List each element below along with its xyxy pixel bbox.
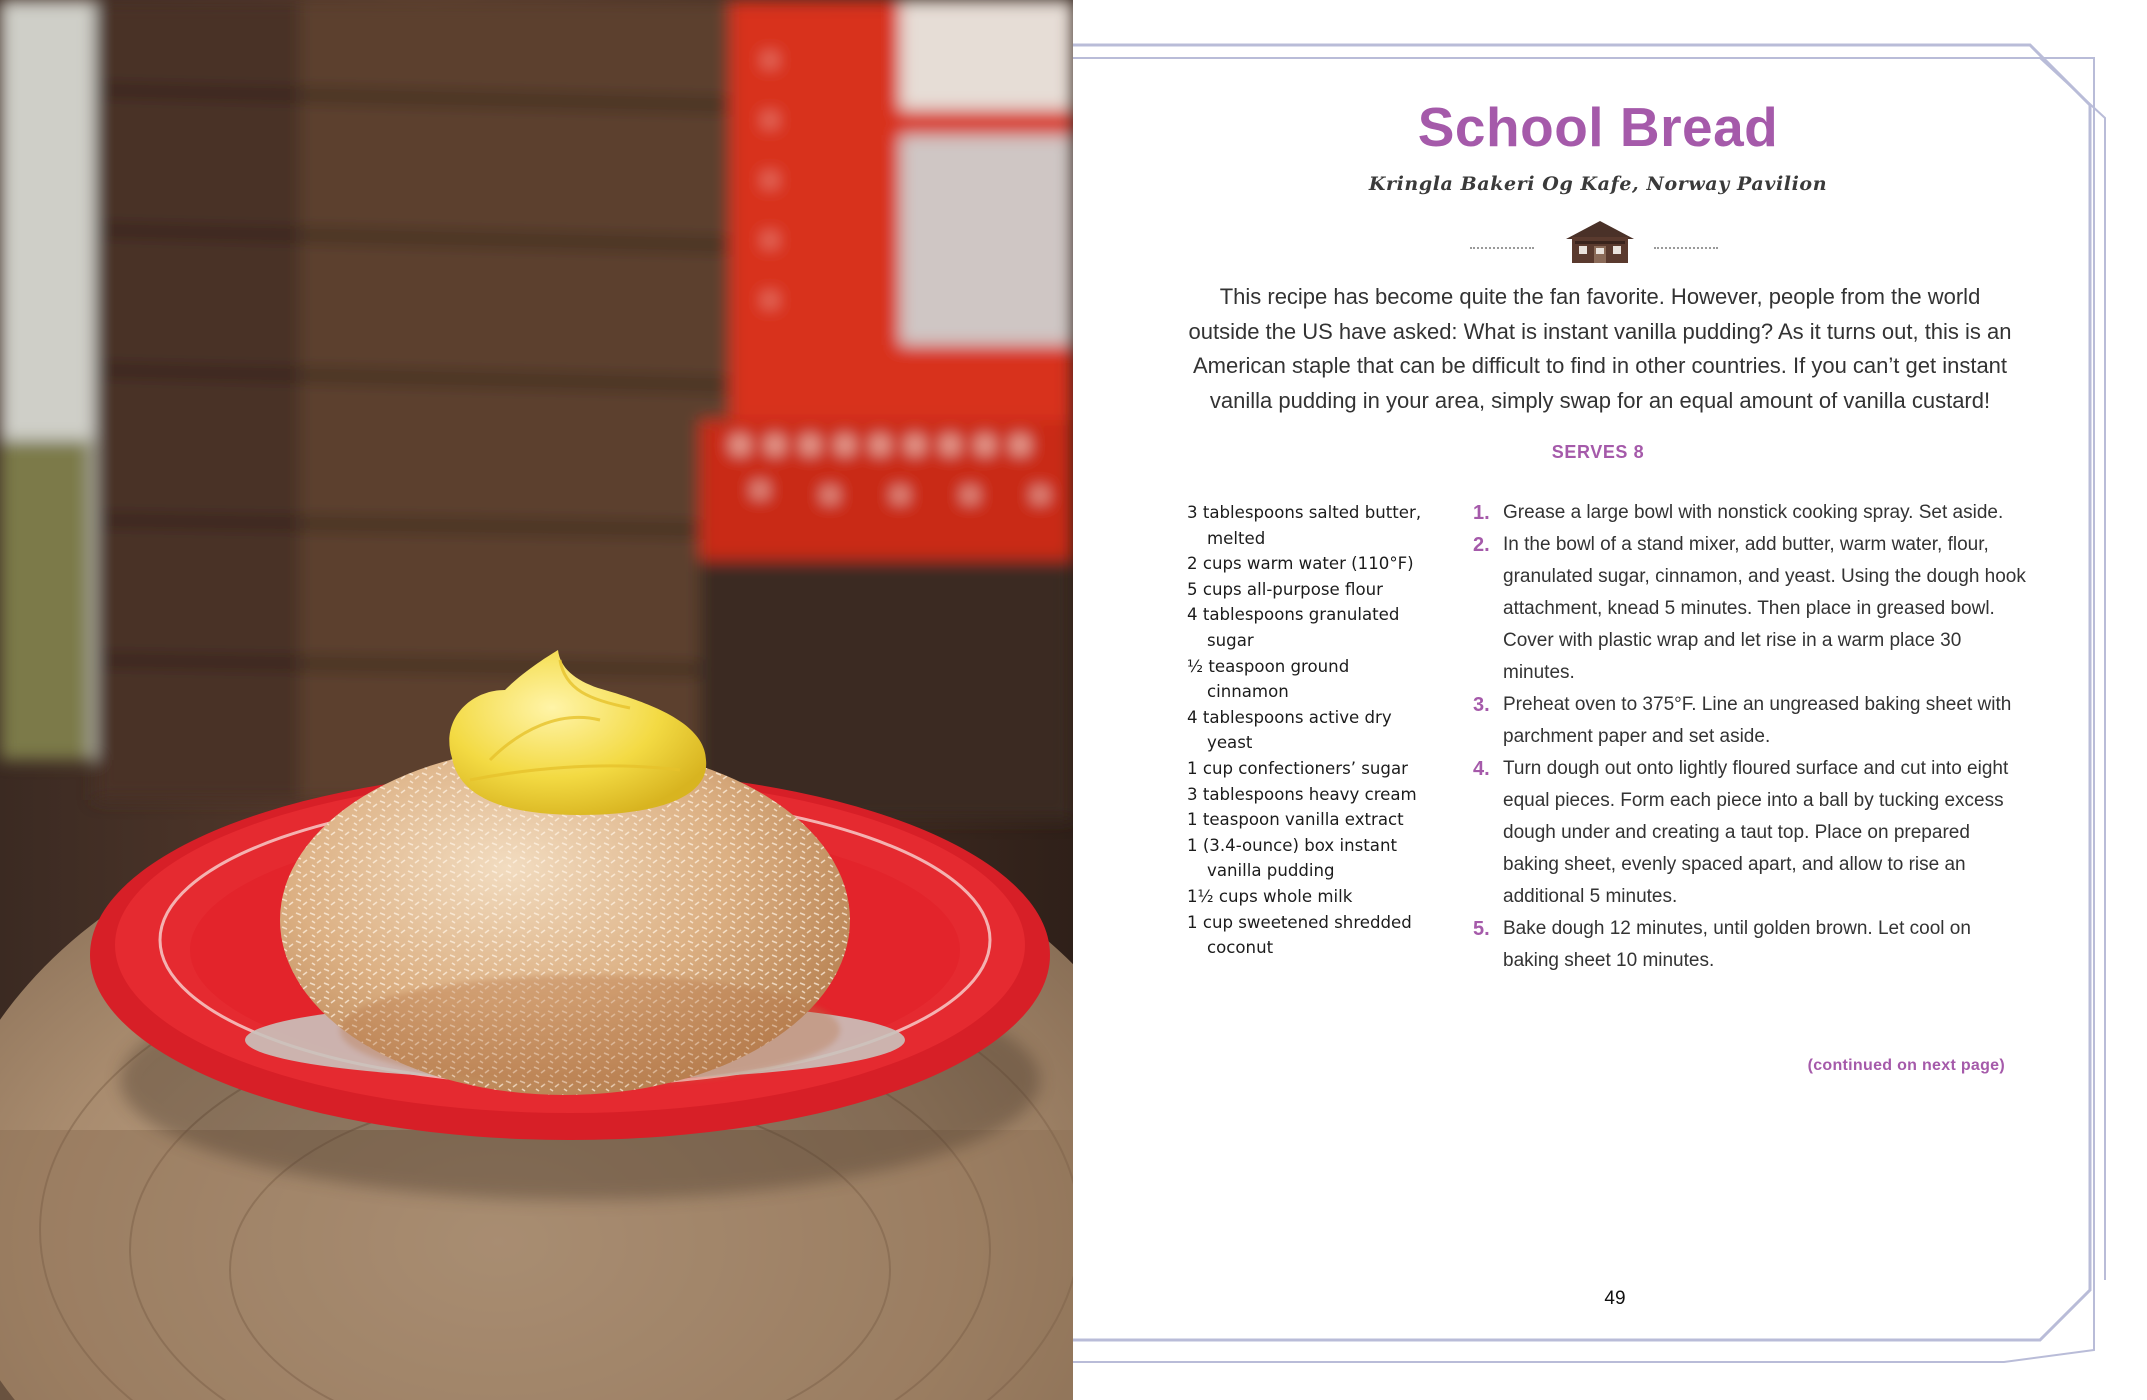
step-item bbox=[1470, 497, 2030, 529]
step-number: 3. bbox=[1473, 694, 1490, 716]
ingredient-item: 1 (3.4-ounce) box instant vanilla pudding bbox=[1187, 835, 1397, 881]
ingredient-item: 1 cup sweetened shredded coconut bbox=[1187, 912, 1412, 958]
step-item bbox=[1470, 753, 2030, 913]
norway-house-icon bbox=[1562, 219, 1638, 265]
continued-note: (continued on next page) bbox=[1807, 1057, 2005, 1074]
step-text: Grease a large bowl with nonstick cooking spray. Set aside. bbox=[1503, 502, 2004, 523]
ingredient-item: 5 cups all-purpose flour bbox=[1187, 579, 1383, 599]
step-number: 5. bbox=[1473, 918, 1490, 940]
divider-dots-right bbox=[1654, 247, 1718, 249]
step-number: 4. bbox=[1473, 758, 1490, 780]
ingredient-item: 3 tablespoons heavy cream bbox=[1187, 784, 1417, 804]
ingredient-item: 4 tablespoons active dry yeast bbox=[1187, 707, 1392, 753]
title-divider bbox=[1470, 216, 1730, 268]
recipe-intro: This recipe has become quite the fan favorite. However, people from the world outside the US have asked: What is instant vanilla pudding? As it turns out, this is an American staple that can be difficult to find in other countries. If you can’t get instant vanilla pudding in your area, simply swap for an equal amount of vanilla custard! bbox=[1188, 284, 2012, 413]
step-text: Turn dough out onto lightly floured surface and cut into eight equal pieces. Form each piece into a ball by tucking excess dough under and creating a taut top. Place on prepared baking sheet, evenly spaced apart, and allow to rise an additional 5 minutes. bbox=[1503, 758, 2009, 907]
step-number: 2. bbox=[1473, 534, 1490, 556]
page-number: 49 bbox=[1604, 1288, 1626, 1309]
step-item bbox=[1470, 689, 2030, 753]
ingredient-item: 3 tablespoons salted butter, melted bbox=[1187, 503, 1422, 548]
ingredient-item: 1½ cups whole milk bbox=[1187, 886, 1353, 906]
step-number: 1. bbox=[1473, 502, 1490, 524]
servings-label: SERVES 8 bbox=[1551, 442, 1645, 462]
recipe-subtitle: Kringla Bakeri Og Kafe, Norway Pavilion bbox=[1368, 173, 1828, 195]
step-item bbox=[1470, 913, 2030, 977]
step-item bbox=[1470, 529, 2030, 689]
step-text: Preheat oven to 375°F. Line an ungreased baking sheet with parchment paper and set aside. bbox=[1503, 694, 2012, 747]
step-text: In the bowl of a stand mixer, add butter, warm water, flour, granulated sugar, cinnamon, and yeast. Using the dough hook attachment, knead 5 minutes. Then place in greased bowl. Cover with plastic wrap and let rise in a warm place 30 minutes. bbox=[1503, 534, 2026, 683]
ingredient-item: 1 teaspoon vanilla extract bbox=[1187, 810, 1404, 830]
ingredient-item: 1 cup confectioners’ sugar bbox=[1187, 758, 1408, 778]
steps-list bbox=[1470, 497, 2030, 977]
ingredient-item: 4 tablespoons granulated sugar bbox=[1187, 605, 1400, 650]
ingredient-item: ½ teaspoon ground cinnamon bbox=[1187, 656, 1350, 702]
ingredients-list bbox=[1187, 500, 1432, 961]
step-text: Bake dough 12 minutes, until golden brown. Let cool on baking sheet 10 minutes. bbox=[1503, 918, 1971, 971]
ingredient-item: 2 cups warm water (110°F) bbox=[1187, 554, 1414, 574]
divider-dots-left bbox=[1470, 247, 1534, 249]
recipe-title: School Bread bbox=[1417, 96, 1779, 158]
